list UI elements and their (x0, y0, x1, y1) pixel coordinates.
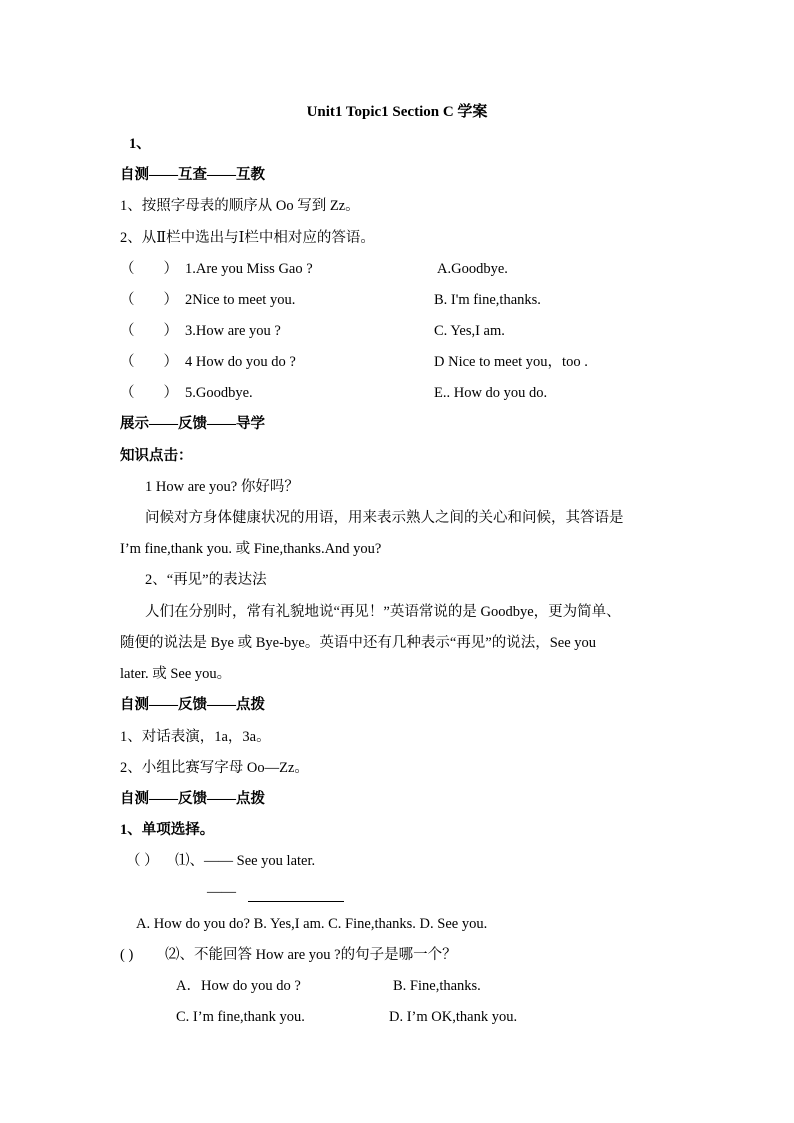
question-2-option-b: B. Fine,thanks. (393, 978, 481, 994)
question-2-text: ⑵、不能回答 How are you ?的句子是哪一个？ (165, 947, 457, 963)
matching-paren[interactable]: （ ） (120, 323, 178, 339)
heading-knowledge: 知识点击： (120, 448, 193, 464)
knowledge-1-body: I’m fine,thank you. 或 Fine,thanks.And you? (120, 541, 382, 557)
heading-feedback: 自测——反馈——点拨 (120, 697, 265, 713)
question-1-dash: —— (207, 884, 236, 900)
knowledge-2-title: 2、“再见”的表达法 (145, 572, 267, 588)
task-write-letters: 1、按照字母表的顺序从 Oo 写到 Zz。 (120, 198, 360, 214)
knowledge-2-body: later. 或 See you。 (120, 666, 232, 682)
matching-answer: B. I'm fine,thanks. (434, 292, 541, 308)
knowledge-2-body: 随便的说法是 Bye 或 Bye-bye。英语中还有几种表示“再见”的说法，See you (120, 635, 597, 651)
heading-feedback-2: 自测——反馈——点拨 (120, 791, 265, 807)
heading-display: 展示——反馈——导学 (120, 416, 265, 432)
matching-question: 3.How are you ? (185, 323, 281, 339)
matching-paren[interactable]: （ ） (120, 385, 178, 401)
section-number: 1、 (129, 136, 151, 152)
question-1-options: A. How do you do? B. Yes,I am. C. Fine,thanks. D. See you. (136, 916, 488, 932)
matching-question: 1.Are you Miss Gao ? (185, 261, 313, 277)
matching-paren[interactable]: （ ） (120, 261, 178, 277)
question-2-option-a: A．How do you do ? (176, 978, 301, 994)
matching-answer: C. Yes,I am. (434, 323, 505, 339)
knowledge-1-body: 问候对方身体健康状况的用语，用来表示熟人之间的关心和问候，其答语是 (145, 510, 624, 526)
matching-question: 2Nice to meet you. (185, 292, 296, 308)
task-matching: 2、从Ⅱ栏中选出与Ⅰ栏中相对应的答语。 (120, 230, 375, 246)
matching-question: 4 How do you do ? (185, 354, 296, 370)
knowledge-2-body: 人们在分别时，常有礼貌地说“再见！”英语常说的是 Goodbye，更为简单、 (145, 604, 621, 620)
heading-self-test: 自测——互查——互教 (120, 167, 265, 183)
question-2-option-d: D. I’m OK,thank you. (389, 1009, 518, 1025)
matching-answer: E.. How do you do. (434, 385, 548, 401)
knowledge-1-title: 1 How are you? 你好吗？ (145, 479, 299, 495)
task-dialogue: 1、对话表演，1a，3a。 (120, 729, 271, 745)
question-1-blank[interactable] (248, 882, 344, 902)
matching-paren[interactable]: （ ） (120, 292, 178, 308)
question-2-option-c: C. I’m fine,thank you. (176, 1009, 305, 1025)
question-1-paren[interactable]: （ ） (126, 853, 159, 869)
page-title: Unit1 Topic1 Section C 学案 (306, 104, 488, 120)
matching-question: 5.Goodbye. (185, 385, 253, 401)
question-2-paren[interactable]: ( ) (120, 947, 134, 963)
matching-answer: D Nice to meet you，too . (434, 354, 588, 370)
matching-answer: A.Goodbye. (437, 261, 508, 277)
task-multiple-choice: 1、单项选择。 (120, 822, 215, 838)
matching-paren[interactable]: （ ） (120, 354, 178, 370)
question-1-text: ⑴、—— See you later. (175, 853, 316, 869)
task-group-contest: 2、小组比赛写字母 Oo—Zz。 (120, 760, 309, 776)
